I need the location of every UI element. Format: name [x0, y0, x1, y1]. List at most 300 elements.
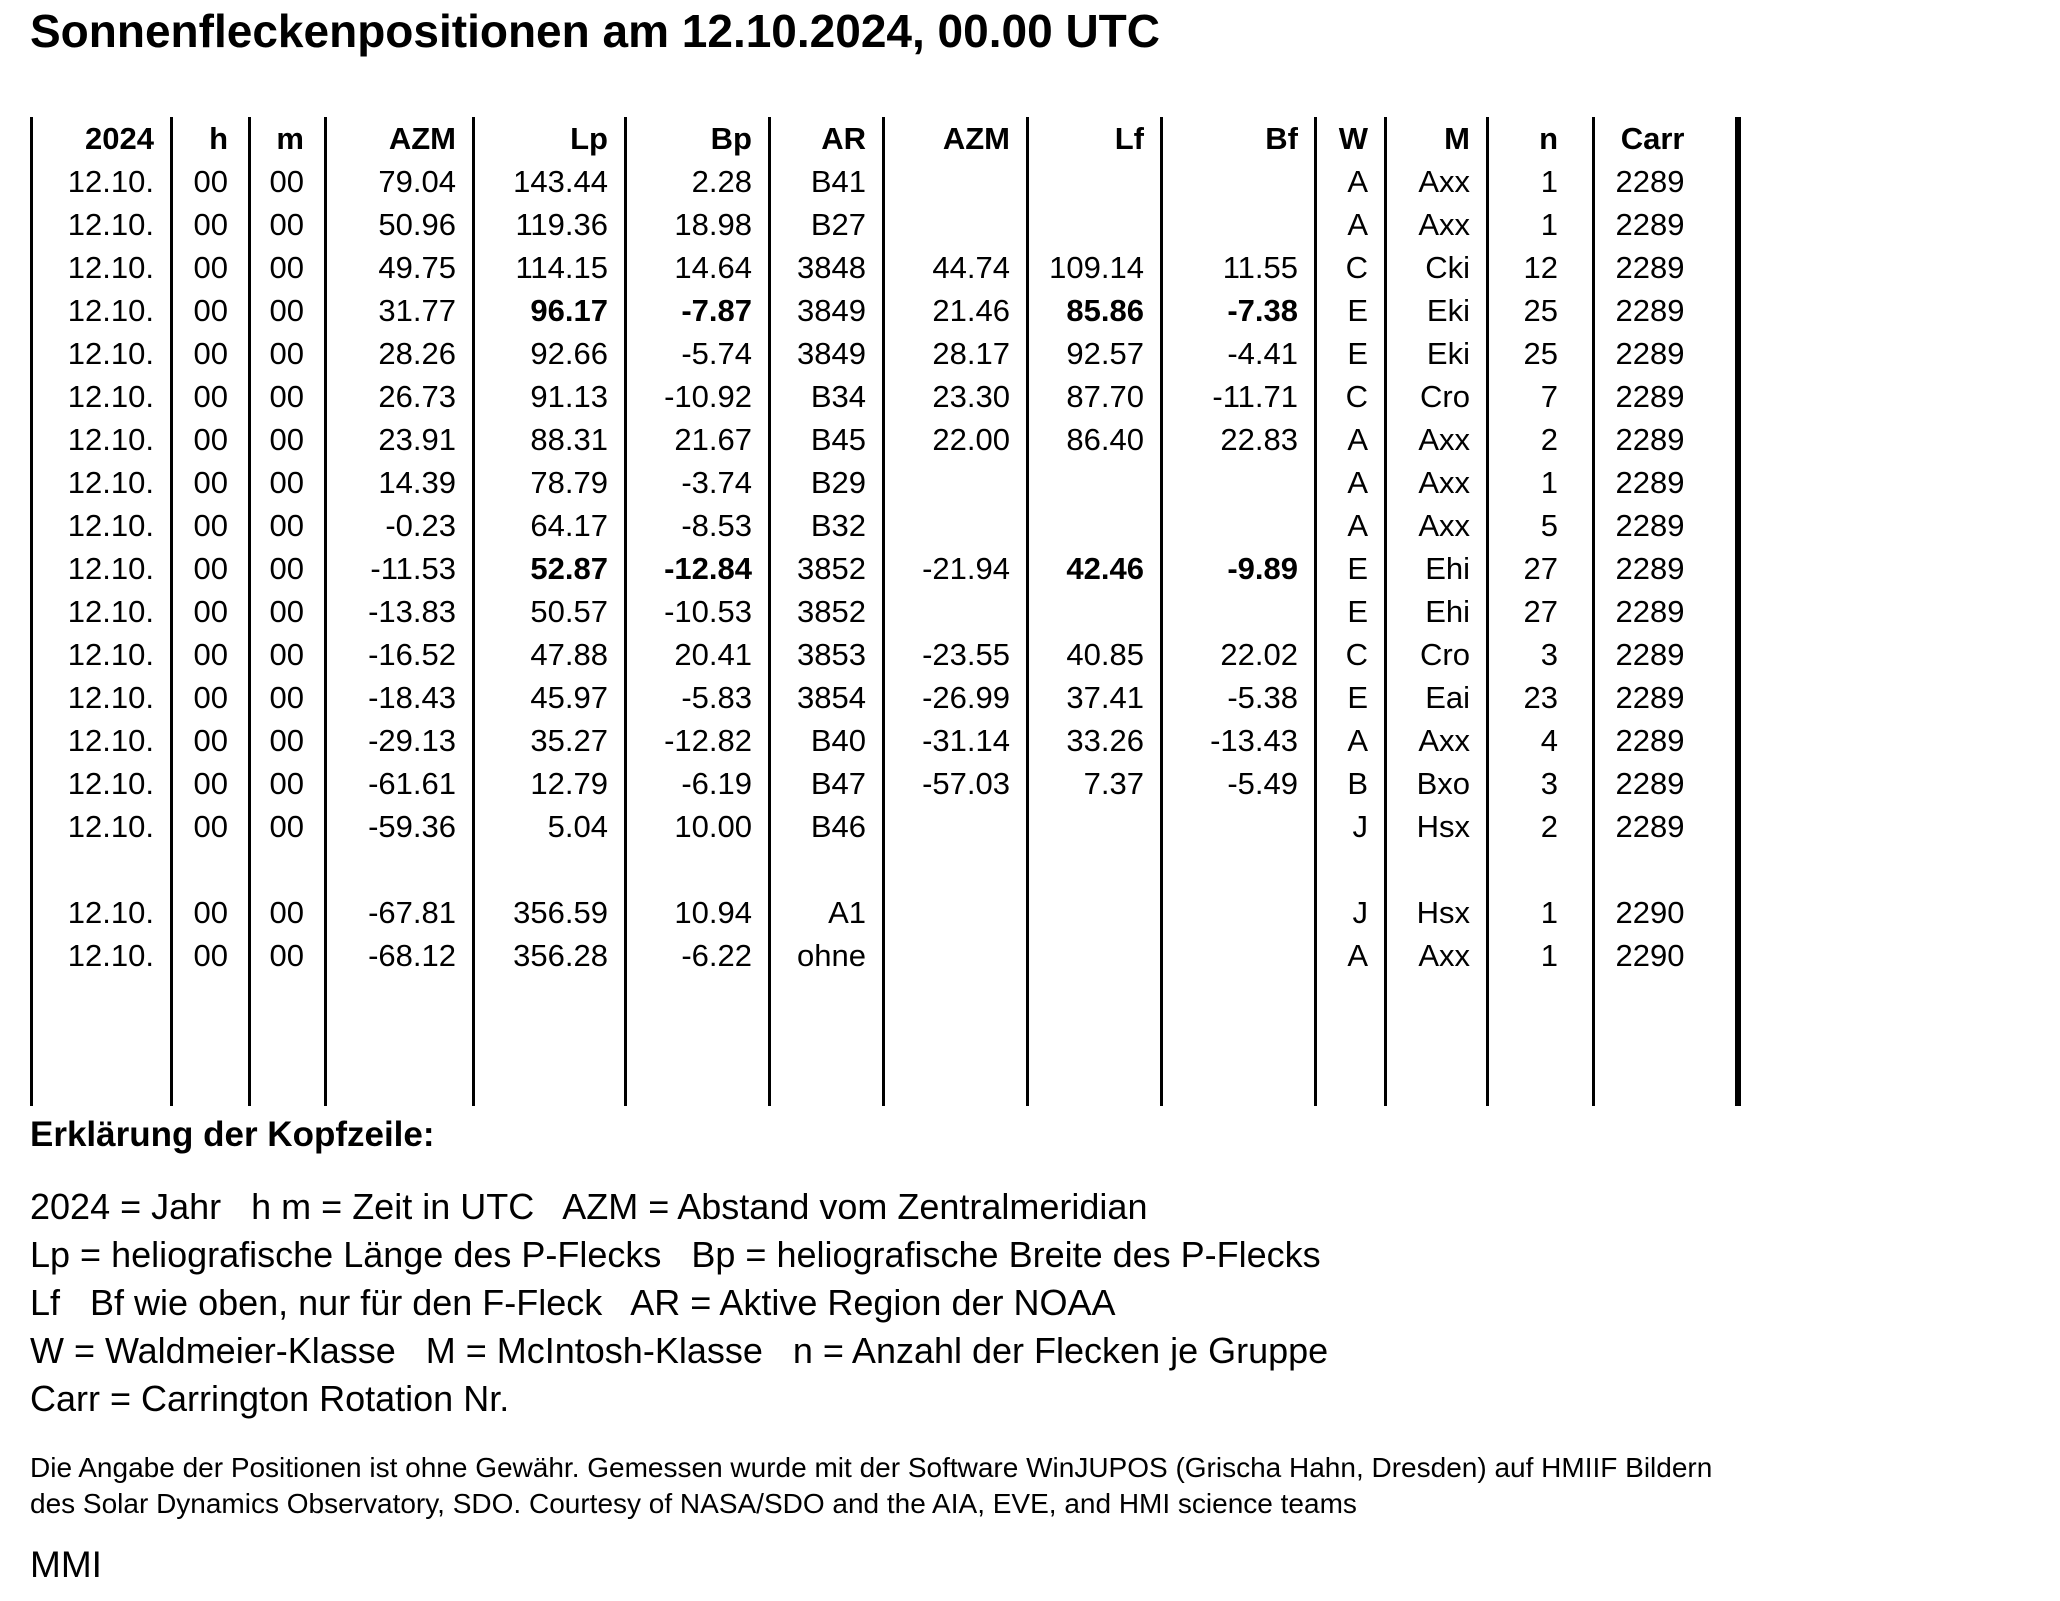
table-cell: -29.13 [326, 719, 474, 762]
table-cell [626, 848, 770, 891]
table-cell: 92.57 [1028, 332, 1162, 375]
table-cell: E [1316, 289, 1386, 332]
table-cell [770, 977, 884, 1020]
column-header: W [1316, 117, 1386, 160]
table-cell: 7 [1488, 375, 1594, 418]
table-cell: 00 [250, 676, 326, 719]
table-cell: 2289 [1594, 461, 1738, 504]
table-cell: 12.10. [32, 633, 172, 676]
legend-line: Lp = heliografische Länge des P-Flecks Bp = heliografische Breite des P-Flecks [30, 1234, 1321, 1275]
table-cell: 87.70 [1028, 375, 1162, 418]
table-cell: A [1316, 203, 1386, 246]
table-cell: 12.10. [32, 504, 172, 547]
table-cell: B40 [770, 719, 884, 762]
table-cell: -10.53 [626, 590, 770, 633]
table-cell [884, 160, 1028, 203]
table-cell [1316, 1020, 1386, 1063]
table-cell: 2 [1488, 805, 1594, 848]
table-row [32, 375, 1738, 418]
table-cell: -26.99 [884, 676, 1028, 719]
legend-heading: Erklärung der Kopfzeile: [30, 1115, 435, 1154]
table-cell: 10.00 [626, 805, 770, 848]
table-cell: 79.04 [326, 160, 474, 203]
table-cell: 3852 [770, 547, 884, 590]
table-cell: 00 [172, 504, 250, 547]
table-cell [884, 203, 1028, 246]
table-header [32, 117, 1738, 160]
table-cell: 12.10. [32, 805, 172, 848]
table-cell: A [1316, 160, 1386, 203]
table-cell: 4 [1488, 719, 1594, 762]
table-cell: 25 [1488, 332, 1594, 375]
table-cell: 23.91 [326, 418, 474, 461]
table-cell [1028, 461, 1162, 504]
table-cell: 14.39 [326, 461, 474, 504]
table-cell: B41 [770, 160, 884, 203]
table-cell: 64.17 [474, 504, 626, 547]
column-header: Lp [474, 117, 626, 160]
table-cell: 2289 [1594, 633, 1738, 676]
table-cell: B46 [770, 805, 884, 848]
table-cell: 50.57 [474, 590, 626, 633]
table-cell [626, 1020, 770, 1063]
table-cell [32, 977, 172, 1020]
table-cell: 3848 [770, 246, 884, 289]
table-cell [626, 1063, 770, 1106]
table-cell [250, 848, 326, 891]
table-cell: -4.41 [1162, 332, 1316, 375]
table-header-row [32, 117, 1738, 160]
table-cell: -21.94 [884, 547, 1028, 590]
table-row [32, 332, 1738, 375]
table-cell: 1 [1488, 160, 1594, 203]
table-cell: -11.53 [326, 547, 474, 590]
table-cell: 11.55 [1162, 246, 1316, 289]
table-cell: 12.79 [474, 762, 626, 805]
table-cell: 23.30 [884, 375, 1028, 418]
table-cell: -61.61 [326, 762, 474, 805]
table-cell: Axx [1386, 719, 1488, 762]
table-cell: 2289 [1594, 418, 1738, 461]
table-cell: ohne [770, 934, 884, 977]
table-cell [250, 1020, 326, 1063]
table-cell: 00 [250, 203, 326, 246]
table-cell [1162, 805, 1316, 848]
table-cell: 20.41 [626, 633, 770, 676]
table-cell: C [1316, 633, 1386, 676]
table-cell: -7.38 [1162, 289, 1316, 332]
table-cell [1162, 160, 1316, 203]
disclaimer-line: des Solar Dynamics Observatory, SDO. Courtesy of NASA/SDO and the AIA, EVE, and HMI science teams [30, 1488, 1357, 1519]
table-cell: 7.37 [1028, 762, 1162, 805]
table-cell: 2289 [1594, 203, 1738, 246]
table-cell: -10.92 [626, 375, 770, 418]
table-cell: 00 [250, 805, 326, 848]
table-cell: J [1316, 805, 1386, 848]
table-row [32, 1063, 1738, 1106]
table-cell: 2289 [1594, 719, 1738, 762]
table-cell: 2289 [1594, 332, 1738, 375]
table-cell: 3849 [770, 332, 884, 375]
table-cell: 85.86 [1028, 289, 1162, 332]
table-cell: 3853 [770, 633, 884, 676]
table-cell [884, 934, 1028, 977]
table-cell [172, 977, 250, 1020]
table-cell: 86.40 [1028, 418, 1162, 461]
table-row [32, 977, 1738, 1020]
table-cell [1028, 1063, 1162, 1106]
table-cell: 00 [172, 418, 250, 461]
table-cell: 12 [1488, 246, 1594, 289]
table-cell: -0.23 [326, 504, 474, 547]
table-cell: -7.87 [626, 289, 770, 332]
table-cell [32, 1063, 172, 1106]
table-cell: -6.19 [626, 762, 770, 805]
table-cell: 2290 [1594, 934, 1738, 977]
legend-line: W = Waldmeier-Klasse M = McIntosh-Klasse n = Anzahl der Flecken je Gruppe [30, 1330, 1329, 1371]
table-cell [1316, 1063, 1386, 1106]
table-cell: -11.71 [1162, 375, 1316, 418]
table-cell: 00 [250, 719, 326, 762]
table-cell [884, 1063, 1028, 1106]
table-cell [770, 1063, 884, 1106]
table-cell [884, 848, 1028, 891]
table-row [32, 676, 1738, 719]
table-cell: 49.75 [326, 246, 474, 289]
table-cell: 3 [1488, 762, 1594, 805]
table-cell: 2 [1488, 418, 1594, 461]
table-cell: 18.98 [626, 203, 770, 246]
table-cell: 96.17 [474, 289, 626, 332]
table-cell: Ehi [1386, 590, 1488, 633]
table-cell [474, 1020, 626, 1063]
table-cell [172, 848, 250, 891]
table-cell: Ehi [1386, 547, 1488, 590]
table-cell [626, 977, 770, 1020]
table-cell: 00 [250, 160, 326, 203]
table-cell: 12.10. [32, 160, 172, 203]
table-cell: 00 [172, 762, 250, 805]
table-cell: B47 [770, 762, 884, 805]
table-cell: 12.10. [32, 934, 172, 977]
table-cell: Cro [1386, 633, 1488, 676]
table-cell: -12.84 [626, 547, 770, 590]
table-cell: 52.87 [474, 547, 626, 590]
table-cell: A [1316, 418, 1386, 461]
table-cell [1162, 848, 1316, 891]
table-cell: 27 [1488, 547, 1594, 590]
table-cell [770, 848, 884, 891]
table-cell: 2290 [1594, 891, 1738, 934]
disclaimer-line: Die Angabe der Positionen ist ohne Gewähr. Gemessen wurde mit der Software WinJUPOS (Grischa Hahn, Dresden) auf HMIIF Bildern [30, 1452, 1713, 1483]
column-header: Bf [1162, 117, 1316, 160]
table-cell: 00 [172, 676, 250, 719]
table-cell: E [1316, 590, 1386, 633]
table-cell: -57.03 [884, 762, 1028, 805]
table-cell: 00 [172, 203, 250, 246]
table-cell [1594, 977, 1738, 1020]
table-cell [172, 1020, 250, 1063]
table-cell [884, 805, 1028, 848]
table-cell: -6.22 [626, 934, 770, 977]
table-cell: 26.73 [326, 375, 474, 418]
table-cell: Eai [1386, 676, 1488, 719]
table-cell [1028, 504, 1162, 547]
legend-block [30, 1183, 1328, 1423]
table-cell [1028, 203, 1162, 246]
table-cell: -23.55 [884, 633, 1028, 676]
table-cell: 3849 [770, 289, 884, 332]
table-cell [1162, 461, 1316, 504]
table-cell [1386, 1020, 1488, 1063]
table-cell: C [1316, 375, 1386, 418]
table-cell: -12.82 [626, 719, 770, 762]
table-cell: 78.79 [474, 461, 626, 504]
table-row [32, 160, 1738, 203]
table-cell: 10.94 [626, 891, 770, 934]
table-cell: A [1316, 719, 1386, 762]
table-cell: 12.10. [32, 375, 172, 418]
table-row [32, 289, 1738, 332]
table-cell: 356.28 [474, 934, 626, 977]
table-cell: 50.96 [326, 203, 474, 246]
table-cell: 2289 [1594, 246, 1738, 289]
table-body [32, 160, 1738, 1106]
table-cell: 2289 [1594, 289, 1738, 332]
table-cell: 00 [172, 934, 250, 977]
table-cell: 3854 [770, 676, 884, 719]
table-cell [1386, 848, 1488, 891]
table-cell: B45 [770, 418, 884, 461]
table-cell: 91.13 [474, 375, 626, 418]
table-cell: 00 [250, 934, 326, 977]
table-cell: -5.74 [626, 332, 770, 375]
table-row [32, 805, 1738, 848]
table-cell [884, 1020, 1028, 1063]
table-cell: 00 [172, 805, 250, 848]
table-cell [1488, 977, 1594, 1020]
table-cell: 2289 [1594, 805, 1738, 848]
table-row [32, 1020, 1738, 1063]
table-row [32, 891, 1738, 934]
table-cell: Axx [1386, 934, 1488, 977]
table-cell: 00 [172, 633, 250, 676]
signature: MMI [30, 1544, 102, 1585]
table-cell: 12.10. [32, 762, 172, 805]
table-cell: 23 [1488, 676, 1594, 719]
table-cell: -8.53 [626, 504, 770, 547]
table-cell: Cro [1386, 375, 1488, 418]
table-cell: 12.10. [32, 418, 172, 461]
table-cell: 1 [1488, 461, 1594, 504]
table-cell: 00 [172, 891, 250, 934]
table-cell: B [1316, 762, 1386, 805]
table-cell [1028, 848, 1162, 891]
table-cell: 12.10. [32, 676, 172, 719]
table-cell: Axx [1386, 461, 1488, 504]
table-cell: 14.64 [626, 246, 770, 289]
table-cell: 00 [250, 461, 326, 504]
table-cell: B27 [770, 203, 884, 246]
table-cell [1162, 934, 1316, 977]
table-cell [884, 590, 1028, 633]
table-cell [1488, 1020, 1594, 1063]
table-cell: E [1316, 547, 1386, 590]
table-cell [1028, 160, 1162, 203]
table-cell [1028, 934, 1162, 977]
table-cell: -67.81 [326, 891, 474, 934]
table-cell: E [1316, 676, 1386, 719]
table-cell [1316, 848, 1386, 891]
table-cell [1162, 1063, 1316, 1106]
table-cell [884, 891, 1028, 934]
table-cell: 00 [250, 246, 326, 289]
table-cell: -3.74 [626, 461, 770, 504]
table-cell: 27 [1488, 590, 1594, 633]
table-cell: 00 [250, 418, 326, 461]
table-cell: 31.77 [326, 289, 474, 332]
table-cell [1488, 1063, 1594, 1106]
table-cell [1162, 891, 1316, 934]
table-row [32, 590, 1738, 633]
table-cell: 88.31 [474, 418, 626, 461]
table-cell: Eki [1386, 332, 1488, 375]
table-cell: 12.10. [32, 332, 172, 375]
table-cell [1162, 1020, 1316, 1063]
table-cell [326, 1063, 474, 1106]
table-cell: B32 [770, 504, 884, 547]
table-cell: 3852 [770, 590, 884, 633]
table-cell: 21.46 [884, 289, 1028, 332]
table-cell: -9.89 [1162, 547, 1316, 590]
table-cell: -13.43 [1162, 719, 1316, 762]
table-cell: 00 [172, 590, 250, 633]
table-cell: A [1316, 461, 1386, 504]
table-cell: A1 [770, 891, 884, 934]
table-cell: 22.00 [884, 418, 1028, 461]
table-cell [1162, 504, 1316, 547]
table-cell: 12.10. [32, 891, 172, 934]
table-cell: 00 [250, 762, 326, 805]
table-cell: 47.88 [474, 633, 626, 676]
table-cell: 00 [172, 332, 250, 375]
table-row [32, 762, 1738, 805]
table-cell: 1 [1488, 934, 1594, 977]
table-cell: -5.49 [1162, 762, 1316, 805]
table-cell: -31.14 [884, 719, 1028, 762]
table-cell: 00 [172, 160, 250, 203]
table-cell: 00 [250, 547, 326, 590]
table-cell: 00 [172, 375, 250, 418]
table-cell: Axx [1386, 160, 1488, 203]
table-cell [326, 977, 474, 1020]
table-cell [884, 504, 1028, 547]
table-cell: 12.10. [32, 246, 172, 289]
table-row [32, 633, 1738, 676]
table-cell: 143.44 [474, 160, 626, 203]
table-cell: 2289 [1594, 375, 1738, 418]
table-cell [884, 977, 1028, 1020]
table-cell: 2289 [1594, 160, 1738, 203]
table-cell: 12.10. [32, 203, 172, 246]
table-cell: Axx [1386, 418, 1488, 461]
table-cell: 22.83 [1162, 418, 1316, 461]
column-header: m [250, 117, 326, 160]
table-cell: -5.83 [626, 676, 770, 719]
table-cell: Axx [1386, 504, 1488, 547]
table-cell: 2289 [1594, 547, 1738, 590]
table-cell [326, 848, 474, 891]
table-cell [884, 461, 1028, 504]
column-header: Bp [626, 117, 770, 160]
table-cell: 3 [1488, 633, 1594, 676]
table-cell: 00 [250, 332, 326, 375]
column-header: n [1488, 117, 1594, 160]
table-cell: 35.27 [474, 719, 626, 762]
table-cell: 12.10. [32, 719, 172, 762]
table-cell: 5 [1488, 504, 1594, 547]
table-cell [1162, 590, 1316, 633]
table-cell: 119.36 [474, 203, 626, 246]
table-cell: Axx [1386, 203, 1488, 246]
table-cell [1386, 1063, 1488, 1106]
table-cell: Cki [1386, 246, 1488, 289]
table-cell [32, 1020, 172, 1063]
table-row [32, 418, 1738, 461]
table-row [32, 461, 1738, 504]
table-cell: 00 [172, 289, 250, 332]
table-cell: 00 [250, 375, 326, 418]
table-cell [1028, 891, 1162, 934]
column-header: 2024 [32, 117, 172, 160]
table-cell: -18.43 [326, 676, 474, 719]
table-row [32, 848, 1738, 891]
table-cell: 28.26 [326, 332, 474, 375]
table-cell: A [1316, 934, 1386, 977]
table-cell: 5.04 [474, 805, 626, 848]
table-cell: C [1316, 246, 1386, 289]
table-cell: 00 [172, 547, 250, 590]
table-cell: 42.46 [1028, 547, 1162, 590]
table-cell: 00 [250, 633, 326, 676]
table-cell: 00 [250, 504, 326, 547]
table-cell: 2.28 [626, 160, 770, 203]
table-cell [1594, 1020, 1738, 1063]
table-cell: -5.38 [1162, 676, 1316, 719]
table-cell: A [1316, 504, 1386, 547]
table-cell: 33.26 [1028, 719, 1162, 762]
table-cell: 2289 [1594, 676, 1738, 719]
table-row [32, 203, 1738, 246]
table-cell: 00 [172, 246, 250, 289]
table-cell: Hsx [1386, 805, 1488, 848]
table-cell: 00 [172, 461, 250, 504]
column-header: Lf [1028, 117, 1162, 160]
table-cell: 44.74 [884, 246, 1028, 289]
table-cell [1488, 848, 1594, 891]
table-cell [770, 1020, 884, 1063]
table-cell: 00 [250, 289, 326, 332]
table-cell [172, 1063, 250, 1106]
column-header: h [172, 117, 250, 160]
sunspot-position-table [30, 117, 1741, 1106]
table-cell: 2289 [1594, 762, 1738, 805]
table-cell [1594, 1063, 1738, 1106]
table-cell: -59.36 [326, 805, 474, 848]
table-cell [1028, 805, 1162, 848]
table-cell [250, 977, 326, 1020]
disclaimer-block [30, 1450, 1712, 1522]
